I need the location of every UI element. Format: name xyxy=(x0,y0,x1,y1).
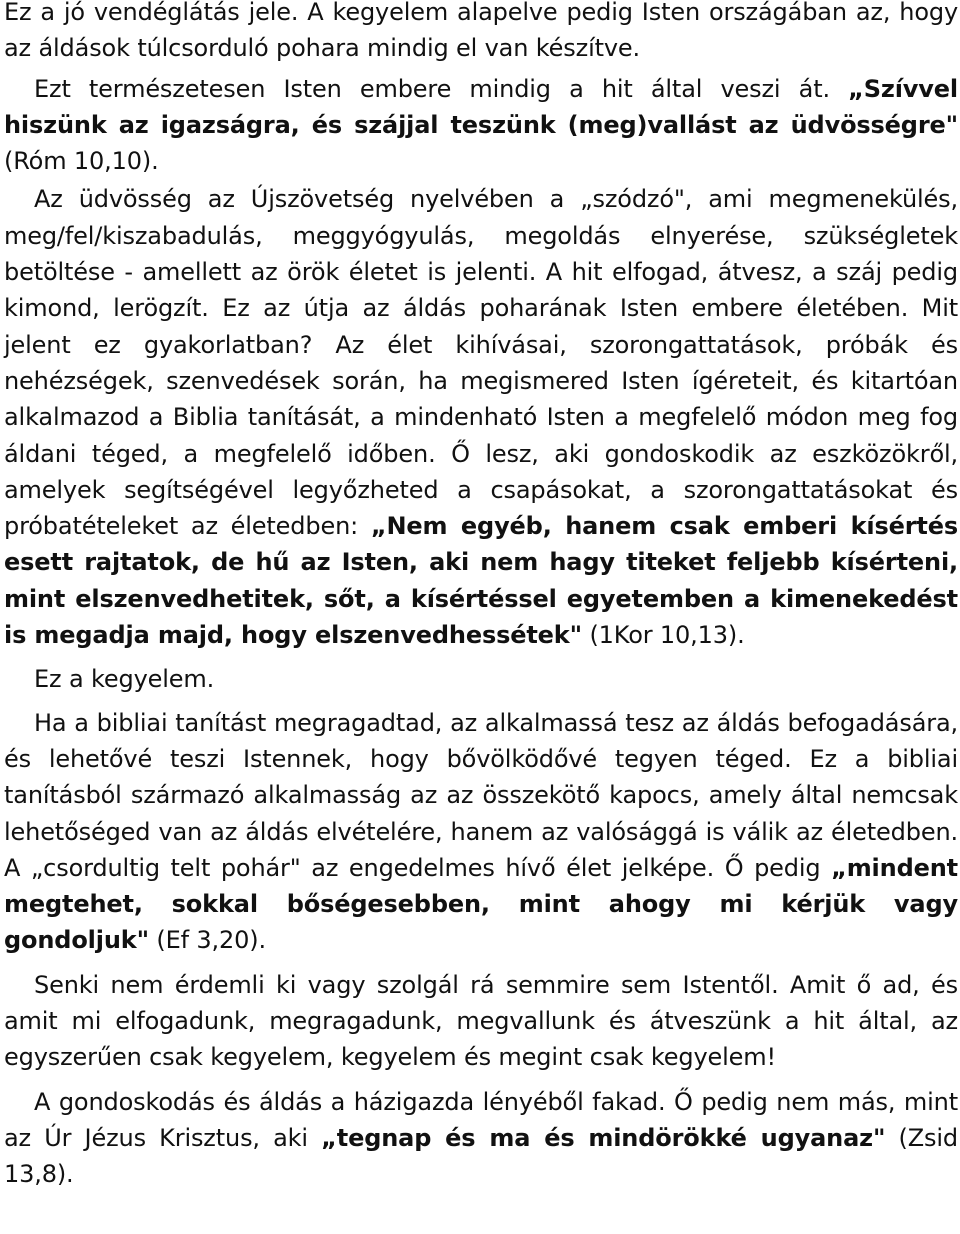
paragraph-7-bible-quote: „tegnap és ma és mindörökké ugyanaz" xyxy=(321,1123,886,1152)
paragraph-7 xyxy=(4,1084,958,1193)
paragraph-1-text: Ez a jó vendéglátás jele. A kegyelem alapelve pedig Isten országában az, hogy az áldások túlcsorduló pohara mindig el van készítve. xyxy=(4,0,958,63)
paragraph-7-reference: (Zsid 13,8). xyxy=(4,1123,958,1189)
paragraph-1 xyxy=(4,0,958,67)
paragraph-4 xyxy=(4,661,958,697)
paragraph-5-text: Ha a bibliai tanítást megragadtad, az alkalmassá tesz az áldás befogadására, és lehetővé teszi Istennek, hogy bővölködővé tegyen téged. Ez a bibliai tanításból származó alkalmasság az az összekötő kapocs, amely által nemcsak lehetőséged van az áldás elvételére, hanem az valósággá is válik az életedben. A „csordultig telt pohár" az engedelmes hívő élet jelképe. Ő pedig xyxy=(4,708,958,882)
paragraph-5-bible-quote: „mindent megtehet, sokkal bőségesebben, mint ahogy mi kérjük vagy gondoljuk" xyxy=(4,853,958,955)
paragraph-3-reference: (1Kor 10,13). xyxy=(581,621,745,650)
paragraph-4-text: Ez a kegyelem. xyxy=(34,665,215,694)
paragraph-3-text: Az üdvösség az Újszövetség nyelvében a „szódzó", ami megmenekülés, meg/fel/kiszabadulás, meggyógyulás, megoldás elnyerése, szükségletek betöltése - amellett az örök életet is jelenti. A hit elfogad, átvesz, a száj pedig kimond, lerögzít. Ez az útja az áldás poharának Isten embere életében. Mit jelent ez gyakorlatban? Az élet kihívásai, szorongattatások, próbák és nehézségek, szenvedések során, ha megismered Isten ígéreteit, és kitartóan alkalmazod a Biblia tanítását, a mindenható Isten a megfelelő módon meg fog áldani téged, a megfelelő időben. Ő lesz, aki gondoskodik az eszközökről, amelyek segítségével legyőzheted a csapásokat, a szorongattatásokat és próbatételeket az életedben: xyxy=(4,185,958,541)
paragraph-5-reference: (Ef 3,20). xyxy=(148,926,266,955)
paragraph-2-bible-quote: „Szívvel hiszünk az igazságra, és szájjal teszünk (meg)vallást az üdvösségre" xyxy=(4,74,958,139)
paragraph-2 xyxy=(4,71,958,180)
paragraph-2-reference: (Róm 10,10). xyxy=(4,147,159,176)
paragraph-3 xyxy=(4,181,958,653)
paragraph-6-text: Senki nem érdemli ki vagy szolgál rá semmire sem Istentől. Amit ő ad, és amit mi elfogadunk, megragadunk, megvallunk és átveszünk a hit által, az egyszerűen csak kegyelem, kegyelem és megint csak kegyelem! xyxy=(4,970,958,1072)
paragraph-7-text: A gondoskodás és áldás a házigazda lényéből fakad. Ő pedig nem más, mint az Úr Jézus Krisztus, aki xyxy=(4,1087,958,1152)
paragraph-5 xyxy=(4,705,958,959)
paragraph-2-text: Ezt természetesen Isten embere mindig a hit által veszi át. xyxy=(34,74,849,103)
paragraph-3-bible-quote: „Nem egyéb, hanem csak emberi kísértés esett rajtatok, de hű az Isten, aki nem hagy titeket feljebb kísérteni, mint elszenvedhetitek, sőt, a kísértéssel egyetemben a kimenekedést is megadja majd, hogy elszenvedhessétek" xyxy=(4,512,958,650)
paragraph-6 xyxy=(4,967,958,1076)
